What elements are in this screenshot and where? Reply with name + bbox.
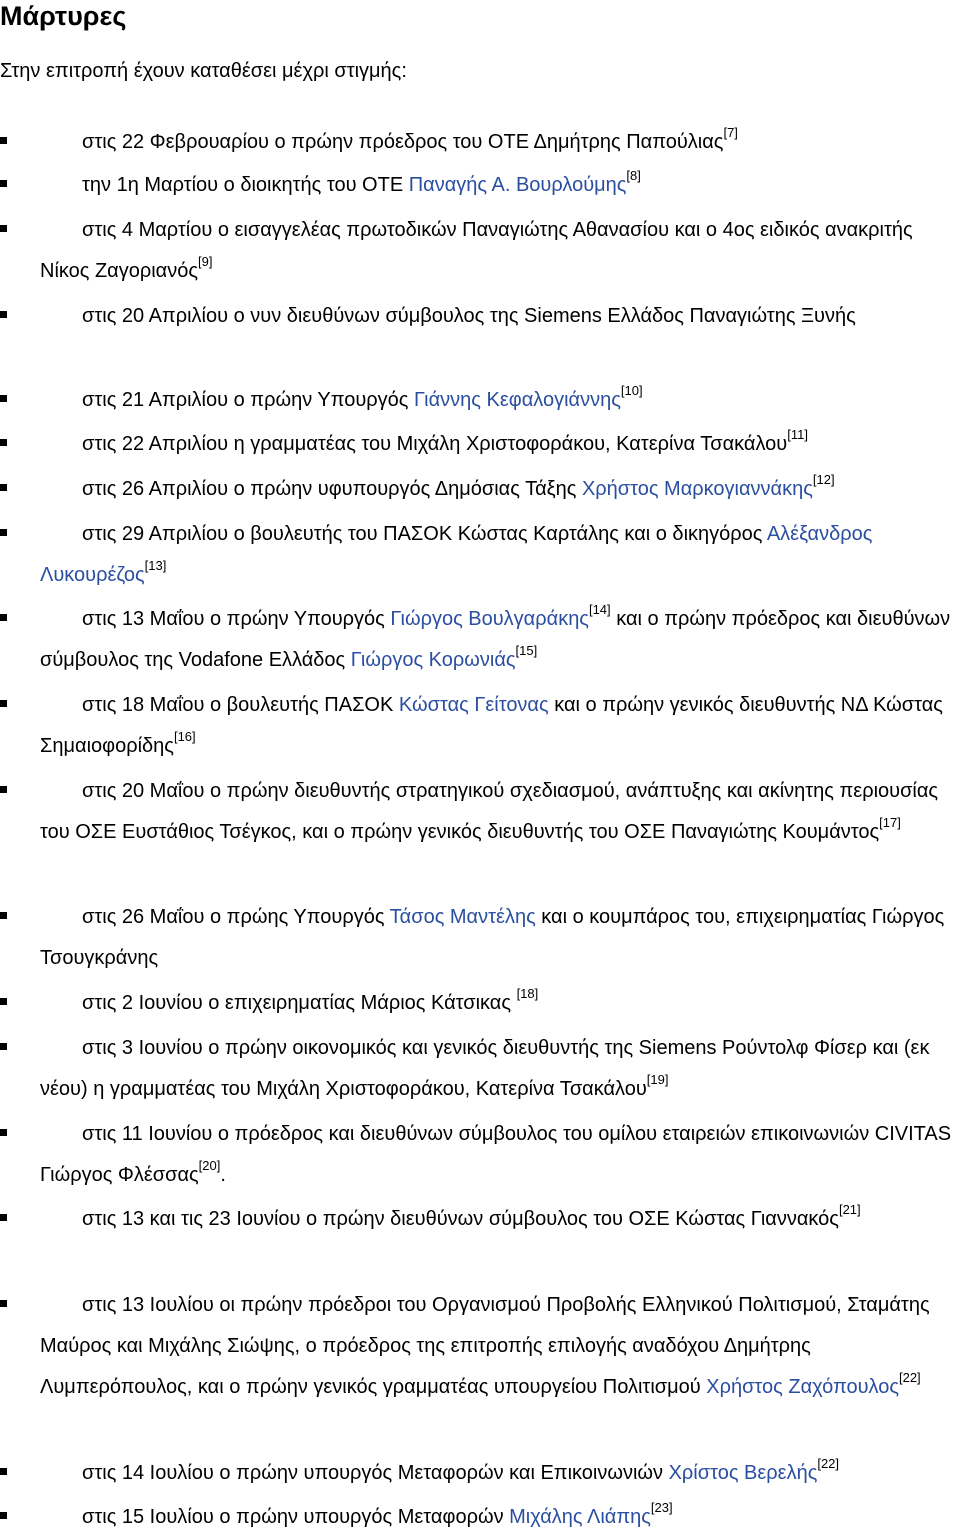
bullet-icon bbox=[0, 1214, 7, 1221]
entry-text: και ο πρώην γενικός διευθυντής ΝΔ Κώστας Σημαιοφορίδης bbox=[40, 694, 943, 757]
bullet-icon bbox=[0, 529, 7, 536]
bullet-icon bbox=[0, 180, 7, 187]
list-item bbox=[40, 983, 960, 1024]
list-item bbox=[40, 296, 960, 337]
page-title: Μάρτυρες bbox=[0, 1, 127, 31]
bullet-icon bbox=[0, 998, 7, 1005]
list-item bbox=[40, 1028, 960, 1110]
footnote-ref[interactable]: [13] bbox=[144, 558, 167, 574]
entry-text: στις 20 Μαΐου ο πρώην διευθυντής στρατηγικού σχεδιασμού, ανάπτυξης και ακίνητης περιουσίας του ΟΣΕ Ευστάθιος Τσέγκος, και ο πρώην γενικός διευθυντής του ΟΣΕ Παναγιώτης Κουμάντος bbox=[40, 780, 939, 843]
entry-text: στις 4 Μαρτίου ο εισαγγελέας πρωτοδικών Παναγιώτης Αθανασίου και ο 4ος ειδικός ανακριτής Νίκος Ζαγοριανός bbox=[40, 219, 913, 282]
footnote-ref[interactable]: [15] bbox=[515, 643, 538, 659]
footnote-ref[interactable]: [14] bbox=[588, 602, 611, 618]
entry-text: στις 13 Μαΐου ο πρώην Υπουργός bbox=[82, 608, 391, 630]
footnote-ref[interactable]: [23] bbox=[650, 1500, 673, 1516]
person-link[interactable]: Κώστας Γείτονας bbox=[398, 694, 549, 716]
list-item bbox=[40, 1453, 960, 1494]
bullet-icon bbox=[0, 614, 7, 621]
bullet-icon bbox=[0, 786, 7, 793]
footnote-ref[interactable]: [8] bbox=[626, 168, 641, 184]
entry-text: στις 22 Απριλίου η γραμματέας του Μιχάλη Χριστοφοράκου, Κατερίνα Τσακάλου bbox=[82, 433, 788, 455]
entry-text: στις 22 Φεβρουαρίου ο πρώην πρόεδρος του ΟΤΕ Δημήτρης Παπούλιας bbox=[82, 131, 724, 153]
list-item bbox=[40, 771, 960, 853]
list-item bbox=[40, 599, 960, 681]
person-link[interactable]: Μιχάλης Λιάπης bbox=[509, 1506, 651, 1528]
person-link[interactable]: Τάσος Μαντέλης bbox=[389, 906, 536, 928]
person-link[interactable]: Αλέξανδρος Λυκουρέζος bbox=[40, 523, 873, 586]
list-item bbox=[40, 1497, 960, 1538]
entry-text: στις 13 και τις 23 Ιουνίου ο πρώην διευθύνων σύμβουλος του ΟΣΕ Κώστας Γιαννακός bbox=[82, 1208, 839, 1230]
entry-text: στις 20 Απριλίου ο νυν διευθύνων σύμβουλος της Siemens Ελλάδος Παναγιώτης Ξυνής bbox=[82, 305, 856, 327]
list-item bbox=[40, 380, 960, 421]
bullet-icon bbox=[0, 700, 7, 707]
footnote-ref[interactable]: [21] bbox=[838, 1202, 861, 1218]
entry-text: στις 3 Ιουνίου ο πρώην οικονομικός και γενικός διευθυντής της Siemens Ρούντολφ Φίσερ και (εκ νέου) η γραμματέας του Μιχάλη Χριστοφοράκου, Κατερίνα Τσακάλου bbox=[40, 1037, 930, 1100]
entry-text: στις 26 Απριλίου ο πρώην υφυπουργός Δημόσιας Τάξης bbox=[82, 478, 582, 500]
bullet-icon bbox=[0, 1129, 7, 1136]
person-link[interactable]: Χρίστος Βερελής bbox=[668, 1462, 818, 1484]
footnote-ref[interactable]: [7] bbox=[723, 125, 738, 141]
bullet-icon bbox=[0, 311, 7, 318]
entry-text: στις 2 Ιουνίου ο επιχειρηματίας Μάριος Κάτσικας bbox=[82, 992, 517, 1014]
footnote-ref[interactable]: [10] bbox=[620, 383, 643, 399]
entry-text: . bbox=[220, 1164, 226, 1186]
person-link[interactable]: Χρήστος Ζαχόπουλος bbox=[706, 1376, 899, 1398]
footnote-ref[interactable]: [19] bbox=[646, 1072, 669, 1088]
person-link[interactable]: Γιώργος Κορωνιάς bbox=[350, 649, 516, 671]
entry-text: στις 18 Μαΐου ο βουλευτής ΠΑΣΟΚ bbox=[82, 694, 399, 716]
intro-text: Στην επιτροπή έχουν καταθέσει μέχρι στιγμής: bbox=[0, 60, 407, 82]
entry-text: στις 13 Ιουλίου οι πρώην πρόεδροι του Οργανισμού Προβολής Ελληνικού Πολιτισμού, Σταμάτης Μαύρος και Μιχάλης Σιώψης, ο πρόεδρος της επιτροπής επιλογής αναδόχου Δημήτρης Λυμπερόπουλος, και ο πρώην γενικός γραμματέας υπουργείου Πολιτισμού bbox=[40, 1294, 930, 1398]
entry-text: και ο πρώην πρόεδρος και διευθύνων σύμβουλος της Vodafone Ελλάδος bbox=[40, 608, 951, 671]
entry-text: στις 21 Απριλίου ο πρώην Υπουργός bbox=[82, 389, 415, 411]
person-link[interactable]: Γιώργος Βουλγαράκης bbox=[390, 608, 589, 630]
entry-text: στις 29 Απριλίου ο βουλευτής του ΠΑΣΟΚ Κώστας Καρτάλης και ο δικηγόρος bbox=[82, 523, 767, 545]
person-link[interactable]: Γιάννης Κεφαλογιάννης bbox=[414, 389, 621, 411]
person-link[interactable]: Χρήστος Μαρκογιαννάκης bbox=[581, 478, 813, 500]
list-item bbox=[40, 1199, 960, 1240]
footnote-ref[interactable]: [18] bbox=[516, 986, 539, 1002]
list-item bbox=[40, 122, 960, 163]
list-item bbox=[40, 685, 960, 767]
list-item bbox=[40, 1285, 960, 1408]
bullet-icon bbox=[0, 1043, 7, 1050]
bullet-icon bbox=[0, 137, 7, 144]
entry-text: στις 15 Ιουλίου ο πρώην υπουργός Μεταφορών bbox=[82, 1506, 510, 1528]
entry-text: στις 11 Ιουνίου ο πρόεδρος και διευθύνων σύμβουλος του ομίλου εταιρειών επικοινωνιών CIVITAS Γιώργος Φλέσσας bbox=[40, 1123, 952, 1186]
entry-text: στις 14 Ιουλίου ο πρώην υπουργός Μεταφορών και Επικοινωνιών bbox=[82, 1462, 669, 1484]
bullet-icon bbox=[0, 1468, 7, 1475]
footnote-ref[interactable]: [17] bbox=[879, 815, 901, 831]
bullet-icon bbox=[0, 395, 7, 402]
bullet-icon bbox=[0, 1512, 7, 1519]
footnote-ref[interactable]: [22] bbox=[898, 1370, 921, 1386]
footnote-ref[interactable]: [22] bbox=[817, 1456, 840, 1472]
footnote-ref[interactable]: [11] bbox=[787, 427, 808, 443]
footnote-ref[interactable]: [9] bbox=[198, 254, 213, 270]
entry-text: την 1η Μαρτίου ο διοικητής του ΟΤΕ bbox=[82, 174, 409, 196]
list-item bbox=[40, 514, 960, 596]
bullet-icon bbox=[0, 1300, 7, 1307]
bullet-icon bbox=[0, 225, 7, 232]
bullet-icon bbox=[0, 439, 7, 446]
list-item bbox=[40, 210, 960, 292]
list-item bbox=[40, 897, 960, 979]
list-item bbox=[40, 1114, 960, 1196]
entry-text: και ο κουμπάρος του, επιχειρηματίας Γιώργος Τσουγκράνης bbox=[40, 906, 945, 969]
footnote-ref[interactable]: [20] bbox=[198, 1158, 221, 1174]
list-item bbox=[40, 469, 960, 510]
bullet-icon bbox=[0, 912, 7, 919]
footnote-ref[interactable]: [16] bbox=[173, 729, 196, 745]
person-link[interactable]: Παναγής Α. Βουρλούμης bbox=[408, 174, 627, 196]
bullet-icon bbox=[0, 484, 7, 491]
list-item bbox=[40, 165, 960, 206]
entry-text: στις 26 Μαΐου ο πρώης Υπουργός bbox=[82, 906, 390, 928]
list-item bbox=[40, 424, 960, 465]
footnote-ref[interactable]: [12] bbox=[812, 472, 835, 488]
